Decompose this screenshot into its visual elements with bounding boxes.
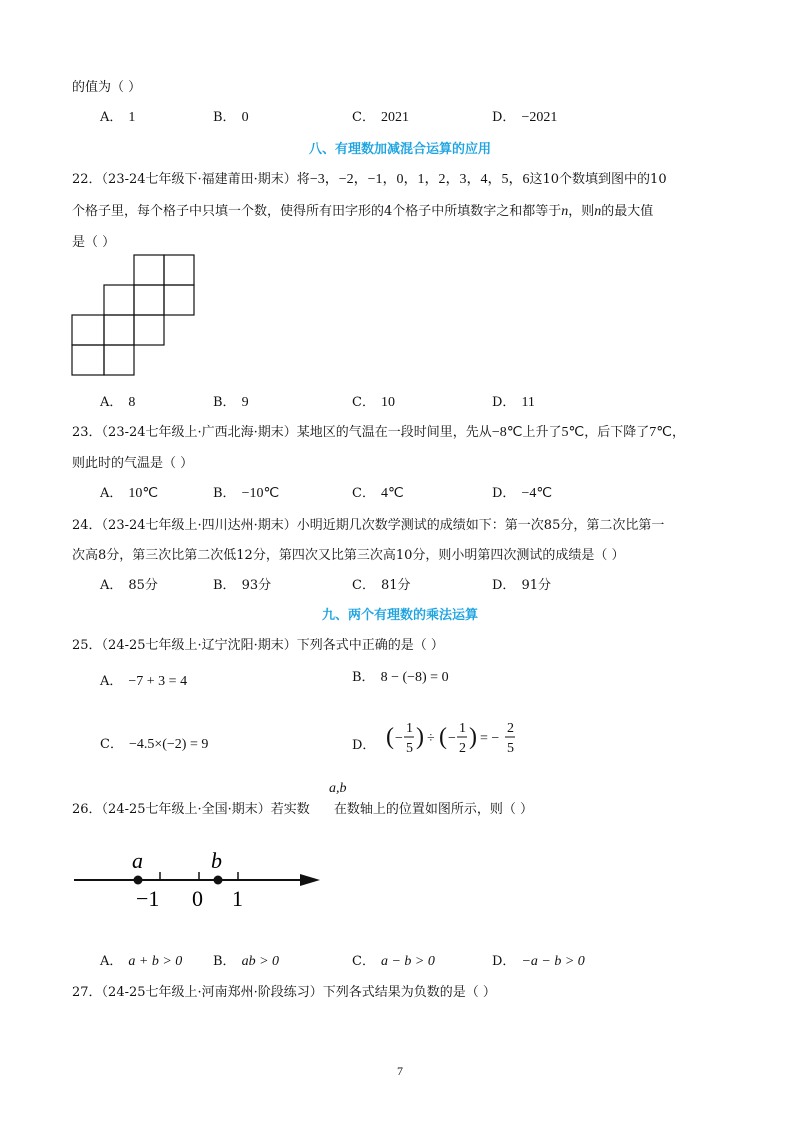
question-source: （24-25七年级上·全国·期末） — [101, 802, 271, 817]
temperature: 5℃ — [561, 425, 585, 440]
q26-option-a — [100, 950, 182, 970]
option-value: 8 − (−8) = 0 — [380, 670, 449, 685]
option-value: 4℃ — [380, 486, 404, 501]
question-stem-continuation: 的值为（ ） — [72, 80, 142, 95]
q23-option-b — [213, 482, 279, 502]
point-a — [134, 876, 143, 885]
option-label: C． — [352, 395, 375, 410]
option-value: 2021 — [380, 110, 409, 125]
q25-option-d — [352, 716, 526, 760]
option-label: B． — [213, 110, 236, 125]
variable-n: n — [594, 204, 602, 219]
denominator: 5 — [506, 741, 514, 756]
q22-line1 — [72, 168, 667, 188]
option-label: A． — [100, 578, 123, 593]
question-text: ，则 — [568, 204, 595, 219]
q25-option-a — [100, 670, 187, 690]
numerator: 1 — [405, 721, 413, 736]
question-text: 这10个数填到图中的10 — [529, 172, 667, 187]
option-label: A． — [100, 486, 123, 501]
q22-line2 — [72, 200, 653, 220]
q25-line1 — [72, 634, 444, 653]
option-value: 10 — [380, 395, 395, 410]
q23-line2: 则此时的气温是（ ） — [72, 456, 194, 471]
numerator: 1 — [458, 721, 466, 736]
question-text: 将 — [296, 172, 310, 187]
paren-open: ( — [438, 724, 447, 750]
question-number: 23． — [72, 425, 102, 440]
paren-close: ) — [415, 724, 424, 750]
q21-option-c — [352, 106, 409, 126]
page-number: 7 — [397, 1064, 403, 1078]
q21-option-b — [213, 106, 249, 126]
option-label: B． — [213, 954, 236, 969]
q24-option-a — [100, 574, 158, 593]
q26-option-d — [492, 950, 585, 970]
q23-option-a — [100, 482, 158, 502]
fraction-expression — [386, 716, 526, 760]
option-value: 85分 — [128, 578, 158, 593]
q27-line1 — [72, 981, 496, 1000]
question-text: 若实数 — [270, 802, 310, 817]
question-text: 在数轴上的位置如图所示，则（ ） — [333, 802, 533, 817]
option-label: B． — [352, 670, 375, 685]
question-source: （23-24七年级上·四川达州·期末） — [101, 518, 297, 533]
option-value: ab > 0 — [241, 954, 280, 969]
divide-sign: ÷ — [426, 731, 435, 746]
temperature: −8℃ — [491, 425, 523, 440]
grid-cell — [72, 345, 104, 375]
q22-option-a — [100, 391, 135, 411]
question-text: ，后下降了 — [584, 425, 650, 440]
q25-option-c — [100, 733, 208, 753]
option-label: C． — [100, 737, 123, 752]
option-value: 0 — [241, 110, 249, 125]
q22-option-c — [352, 391, 395, 411]
section-title: 八、有理数加减混合运算的应用 — [308, 142, 491, 157]
q25-option-b — [352, 666, 449, 686]
question-number: 27． — [72, 985, 102, 1000]
q21-option-d — [492, 106, 557, 126]
paren-open: ( — [385, 724, 394, 750]
option-label: A． — [100, 110, 123, 125]
grid-cell — [104, 285, 134, 315]
option-value: −2021 — [521, 110, 558, 125]
point-a-label: a — [132, 848, 143, 873]
q22-option-b — [213, 391, 249, 411]
grid-cell — [104, 345, 134, 375]
option-label: C． — [352, 486, 375, 501]
question-number: 25． — [72, 638, 102, 653]
minus-sign: − — [394, 731, 403, 746]
option-value: 81分 — [380, 578, 411, 593]
option-label: D． — [492, 486, 516, 501]
option-value: −4℃ — [521, 486, 553, 501]
option-value: −4.5×(−2) = 9 — [128, 737, 209, 752]
option-label: C． — [352, 954, 375, 969]
option-value: 10℃ — [128, 486, 159, 501]
option-value: 8 — [128, 395, 136, 410]
q21-option-a — [100, 106, 135, 126]
question-text: 下列各式中正确的是（ ） — [296, 638, 444, 653]
q26-option-c — [352, 950, 435, 970]
question-number: 22． — [72, 172, 102, 187]
option-value: a − b > 0 — [380, 954, 435, 969]
question-text: ， — [671, 425, 685, 440]
variable-n: n — [561, 204, 569, 219]
number-list: −3，−2，−1，0，1，2，3，4，5，6 — [309, 172, 530, 187]
q24-option-c — [352, 574, 411, 593]
grid-cell — [104, 315, 134, 345]
option-label: A． — [100, 674, 123, 689]
option-label: D． — [352, 738, 376, 753]
q26-option-b — [213, 950, 279, 970]
q24-option-d — [492, 574, 551, 593]
tick-label: 0 — [192, 886, 203, 911]
option-label: A． — [100, 954, 123, 969]
denominator: 2 — [458, 741, 466, 756]
option-value: 93分 — [241, 578, 272, 593]
option-value: −a − b > 0 — [521, 954, 585, 969]
option-label: B． — [213, 486, 236, 501]
tick-label: 1 — [232, 886, 243, 911]
q24-line1 — [72, 514, 664, 533]
option-value: 91分 — [521, 578, 551, 593]
option-label: D． — [492, 110, 516, 125]
denominator: 5 — [405, 741, 413, 756]
question-source: （24-25七年级上·辽宁沈阳·期末） — [101, 638, 297, 653]
question-text: 某地区的气温在一段时间里，先从 — [296, 425, 492, 440]
option-label: A． — [100, 395, 123, 410]
option-value: −7 + 3 = 4 — [128, 674, 188, 689]
grid-cell — [134, 255, 164, 285]
temperature: 7℃ — [649, 425, 672, 440]
option-label: C． — [352, 578, 375, 593]
option-value: 1 — [128, 110, 136, 125]
q23-line1 — [72, 421, 685, 441]
option-label: C． — [352, 110, 375, 125]
option-value: 9 — [241, 395, 249, 410]
grid-cell — [164, 285, 194, 315]
q24-line2: 次高8分，第三次比第二次低12分，第四次又比第三次高10分，则小明第四次测试的成绩是（ ） — [72, 548, 625, 563]
point-b-label: b — [211, 848, 222, 873]
question-source: （23-24七年级上·广西北海·期末） — [101, 425, 297, 440]
grid-cell — [72, 315, 104, 345]
number-line — [68, 842, 328, 912]
q22-line3: 是（ ） — [72, 235, 116, 250]
question-number: 24． — [72, 518, 102, 533]
point-b — [214, 876, 223, 885]
option-label: D． — [492, 954, 516, 969]
question-text: 小明近期几次数学测试的成绩如下：第一次85分，第二次比第一 — [296, 518, 665, 533]
tick-label: −1 — [136, 886, 160, 911]
numerator: 2 — [506, 721, 514, 736]
variables-ab: a,b — [329, 781, 347, 796]
option-label: D． — [492, 578, 516, 593]
minus-sign: − — [447, 731, 456, 746]
option-label: B． — [213, 395, 236, 410]
question-text: 个格子里，每个格子中只填一个数，使得所有田字形的4个格子中所填数字之和都等于 — [72, 204, 562, 219]
q24-option-b — [213, 574, 271, 593]
q22-option-d — [492, 391, 535, 411]
equals-minus: = − — [479, 731, 499, 746]
paren-close: ) — [468, 724, 477, 750]
option-label: B． — [213, 578, 236, 593]
question-text: 上升了 — [522, 425, 562, 440]
question-source: （23-24七年级下·福建莆田·期末） — [101, 172, 297, 187]
axis-arrow — [300, 874, 320, 886]
question-source: （24-25七年级上·河南郑州·阶段练习） — [101, 985, 323, 1000]
q23-option-d — [492, 482, 552, 502]
section-title: 九、两个有理数的乘法运算 — [321, 608, 478, 623]
option-value: 11 — [521, 395, 535, 410]
grid-figure — [70, 253, 198, 377]
grid-cell — [164, 255, 194, 285]
option-value: a + b > 0 — [128, 954, 183, 969]
grid-cell — [134, 285, 164, 315]
q26-line1 — [72, 798, 533, 817]
q23-option-c — [352, 482, 404, 502]
grid-cell — [134, 315, 164, 345]
question-number: 26． — [72, 802, 102, 817]
option-value: −10℃ — [241, 486, 280, 501]
question-text: 下列各式结果为负数的是（ ） — [322, 985, 496, 1000]
option-label: D． — [492, 395, 516, 410]
question-text: 的最大值 — [601, 204, 654, 219]
